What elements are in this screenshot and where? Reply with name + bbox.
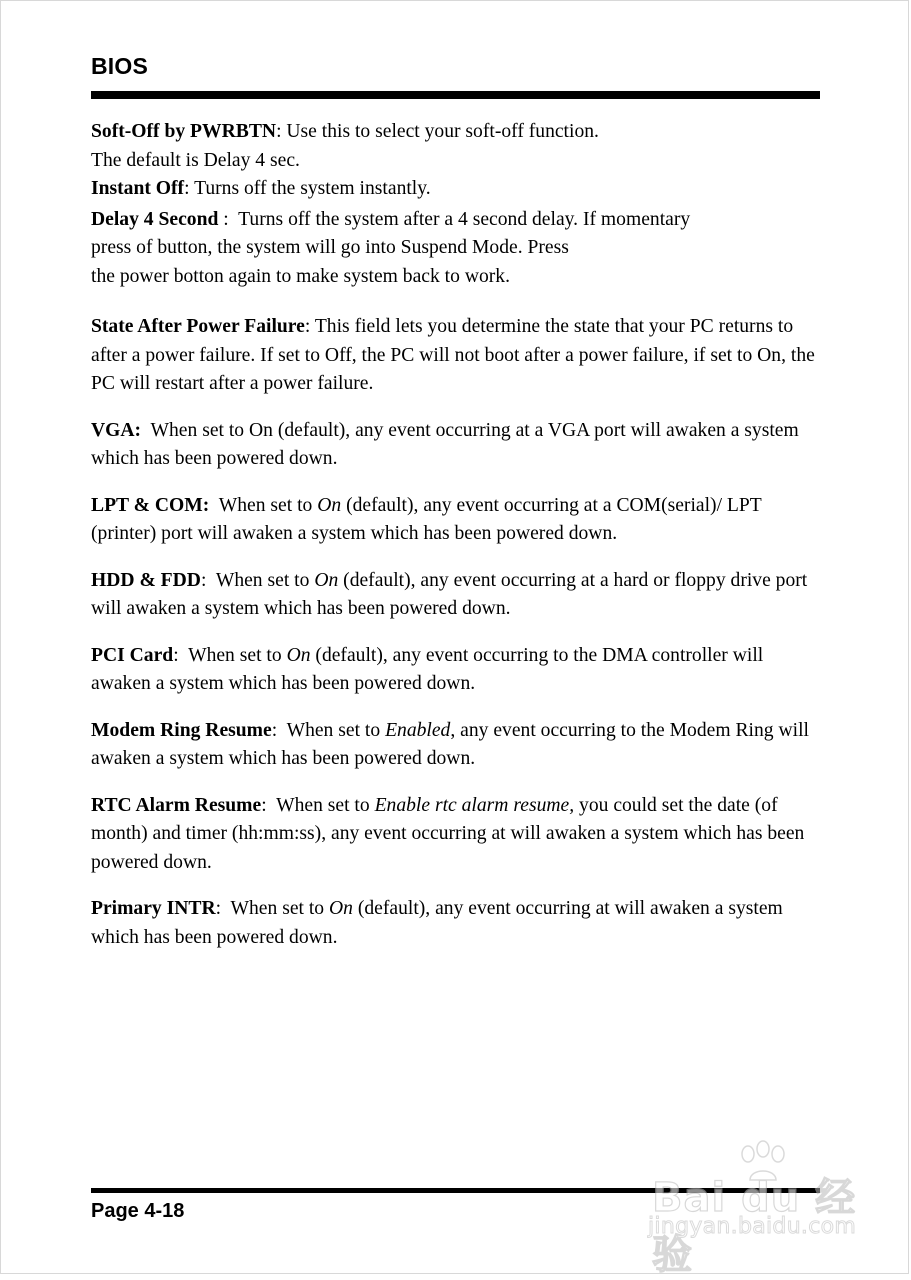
soft-off-term: Soft-Off by PWRBTN	[91, 121, 277, 142]
delay-sep: :	[218, 208, 239, 230]
document-body	[91, 118, 826, 970]
delay-desc-3: the power botton again to make system back to work.	[91, 265, 510, 287]
state-after-power-section	[91, 313, 826, 399]
primary-intr-term: Primary INTR	[91, 898, 216, 919]
pci-card-section	[91, 642, 826, 699]
lpt-com-section	[91, 492, 826, 549]
hdd-fdd-paragraph	[91, 567, 826, 624]
state-after-power-paragraph	[91, 313, 826, 399]
watermark-url: jingyan.baidu.com	[648, 1214, 857, 1239]
rtc-alarm-desc-em: Enable rtc alarm resume,	[374, 794, 575, 816]
primary-intr-desc-post: (default), any event occurring at will awaken a system which has been powered down.	[91, 898, 783, 948]
primary-intr-paragraph	[91, 895, 826, 952]
rtc-alarm-desc-pre: : When set to	[261, 794, 375, 816]
vga-section	[91, 417, 826, 474]
pci-card-desc-em: On	[286, 644, 311, 666]
rtc-alarm-desc-post: you could set the date (of month) and timer (hh:mm:ss), any event occurring at will awaken a system which has been powered down.	[91, 794, 805, 873]
soft-off-desc: : Use this to select your soft-off function.	[276, 121, 599, 142]
modem-ring-section	[91, 717, 826, 774]
header-rule	[91, 91, 820, 99]
modem-ring-desc-pre: : When set to	[271, 719, 386, 741]
page-header-title: BIOS	[91, 53, 149, 79]
pci-card-desc-post: (default), any event occurring to the DMA controller will awaken a system which has been powered down.	[91, 644, 764, 694]
instant-off-term: Instant Off	[91, 178, 185, 199]
pci-card-desc-pre: : When set to	[173, 644, 287, 666]
vga-desc: When set to On (default), any event occurring at a VGA port will awaken a system which has been powered down.	[91, 419, 804, 469]
hdd-fdd-term: HDD & FDD	[91, 569, 201, 591]
delay-desc-1: Turns off the system after a 4 second delay. If momentary	[238, 208, 691, 230]
modem-ring-paragraph	[91, 717, 826, 774]
soft-off-section	[91, 118, 826, 291]
rtc-alarm-term: RTC Alarm Resume	[91, 794, 262, 816]
hdd-fdd-desc-em: On	[314, 569, 339, 591]
lpt-com-desc-post: (default), any event occurring at a COM(serial)/ LPT (printer) port will awaken a system which has been powered down.	[91, 494, 762, 544]
soft-off-default: The default is Delay 4 sec.	[91, 149, 300, 171]
pci-card-paragraph	[91, 642, 826, 699]
lpt-com-desc-em: On	[317, 494, 342, 516]
delay-line-1	[91, 206, 826, 235]
rtc-alarm-paragraph	[91, 792, 826, 878]
pci-card-term: PCI Card	[91, 644, 174, 666]
page-number: Page 4-18	[91, 1200, 185, 1222]
hdd-fdd-desc-pre: : When set to	[200, 569, 315, 591]
primary-intr-section	[91, 895, 826, 952]
lpt-com-desc-pre: When set to	[209, 494, 318, 516]
modem-ring-desc-post: , any event occurring to the Modem Ring will awaken a system which has been powered down.	[91, 719, 809, 769]
state-after-power-term: State After Power Failure	[91, 316, 305, 337]
hdd-fdd-section	[91, 567, 826, 624]
vga-term: VGA:	[91, 419, 142, 441]
soft-off-line	[91, 118, 826, 147]
modem-ring-term: Modem Ring Resume	[91, 719, 272, 741]
instant-off-line	[91, 175, 826, 204]
baidu-watermark	[648, 1140, 858, 1278]
hdd-fdd-desc-post: (default), any event occurring at a hard or floppy drive port will awaken a system which has been powered down.	[91, 569, 808, 619]
watermark-brand: Bai du 经验	[652, 1175, 857, 1278]
primary-intr-desc-pre: : When set to	[215, 898, 329, 919]
state-after-power-desc: : This field lets you determine the state that your PC returns to after a power failure. If set to Off, the PC will not boot after a power failure, if set to On, the PC will restart after a power failure.	[91, 316, 815, 394]
primary-intr-desc-em: On	[329, 898, 353, 919]
lpt-com-term: LPT & COM:	[91, 494, 210, 516]
delay-desc-2: press of button, the system will go into Suspend Mode. Press	[91, 237, 569, 258]
instant-off-desc: : Turns off the system instantly.	[184, 178, 431, 199]
vga-paragraph	[91, 417, 826, 474]
delay-term: Delay 4 Second	[91, 208, 219, 230]
lpt-com-paragraph	[91, 492, 826, 549]
modem-ring-desc-em: Enabled	[385, 719, 451, 741]
rtc-alarm-section	[91, 792, 826, 878]
